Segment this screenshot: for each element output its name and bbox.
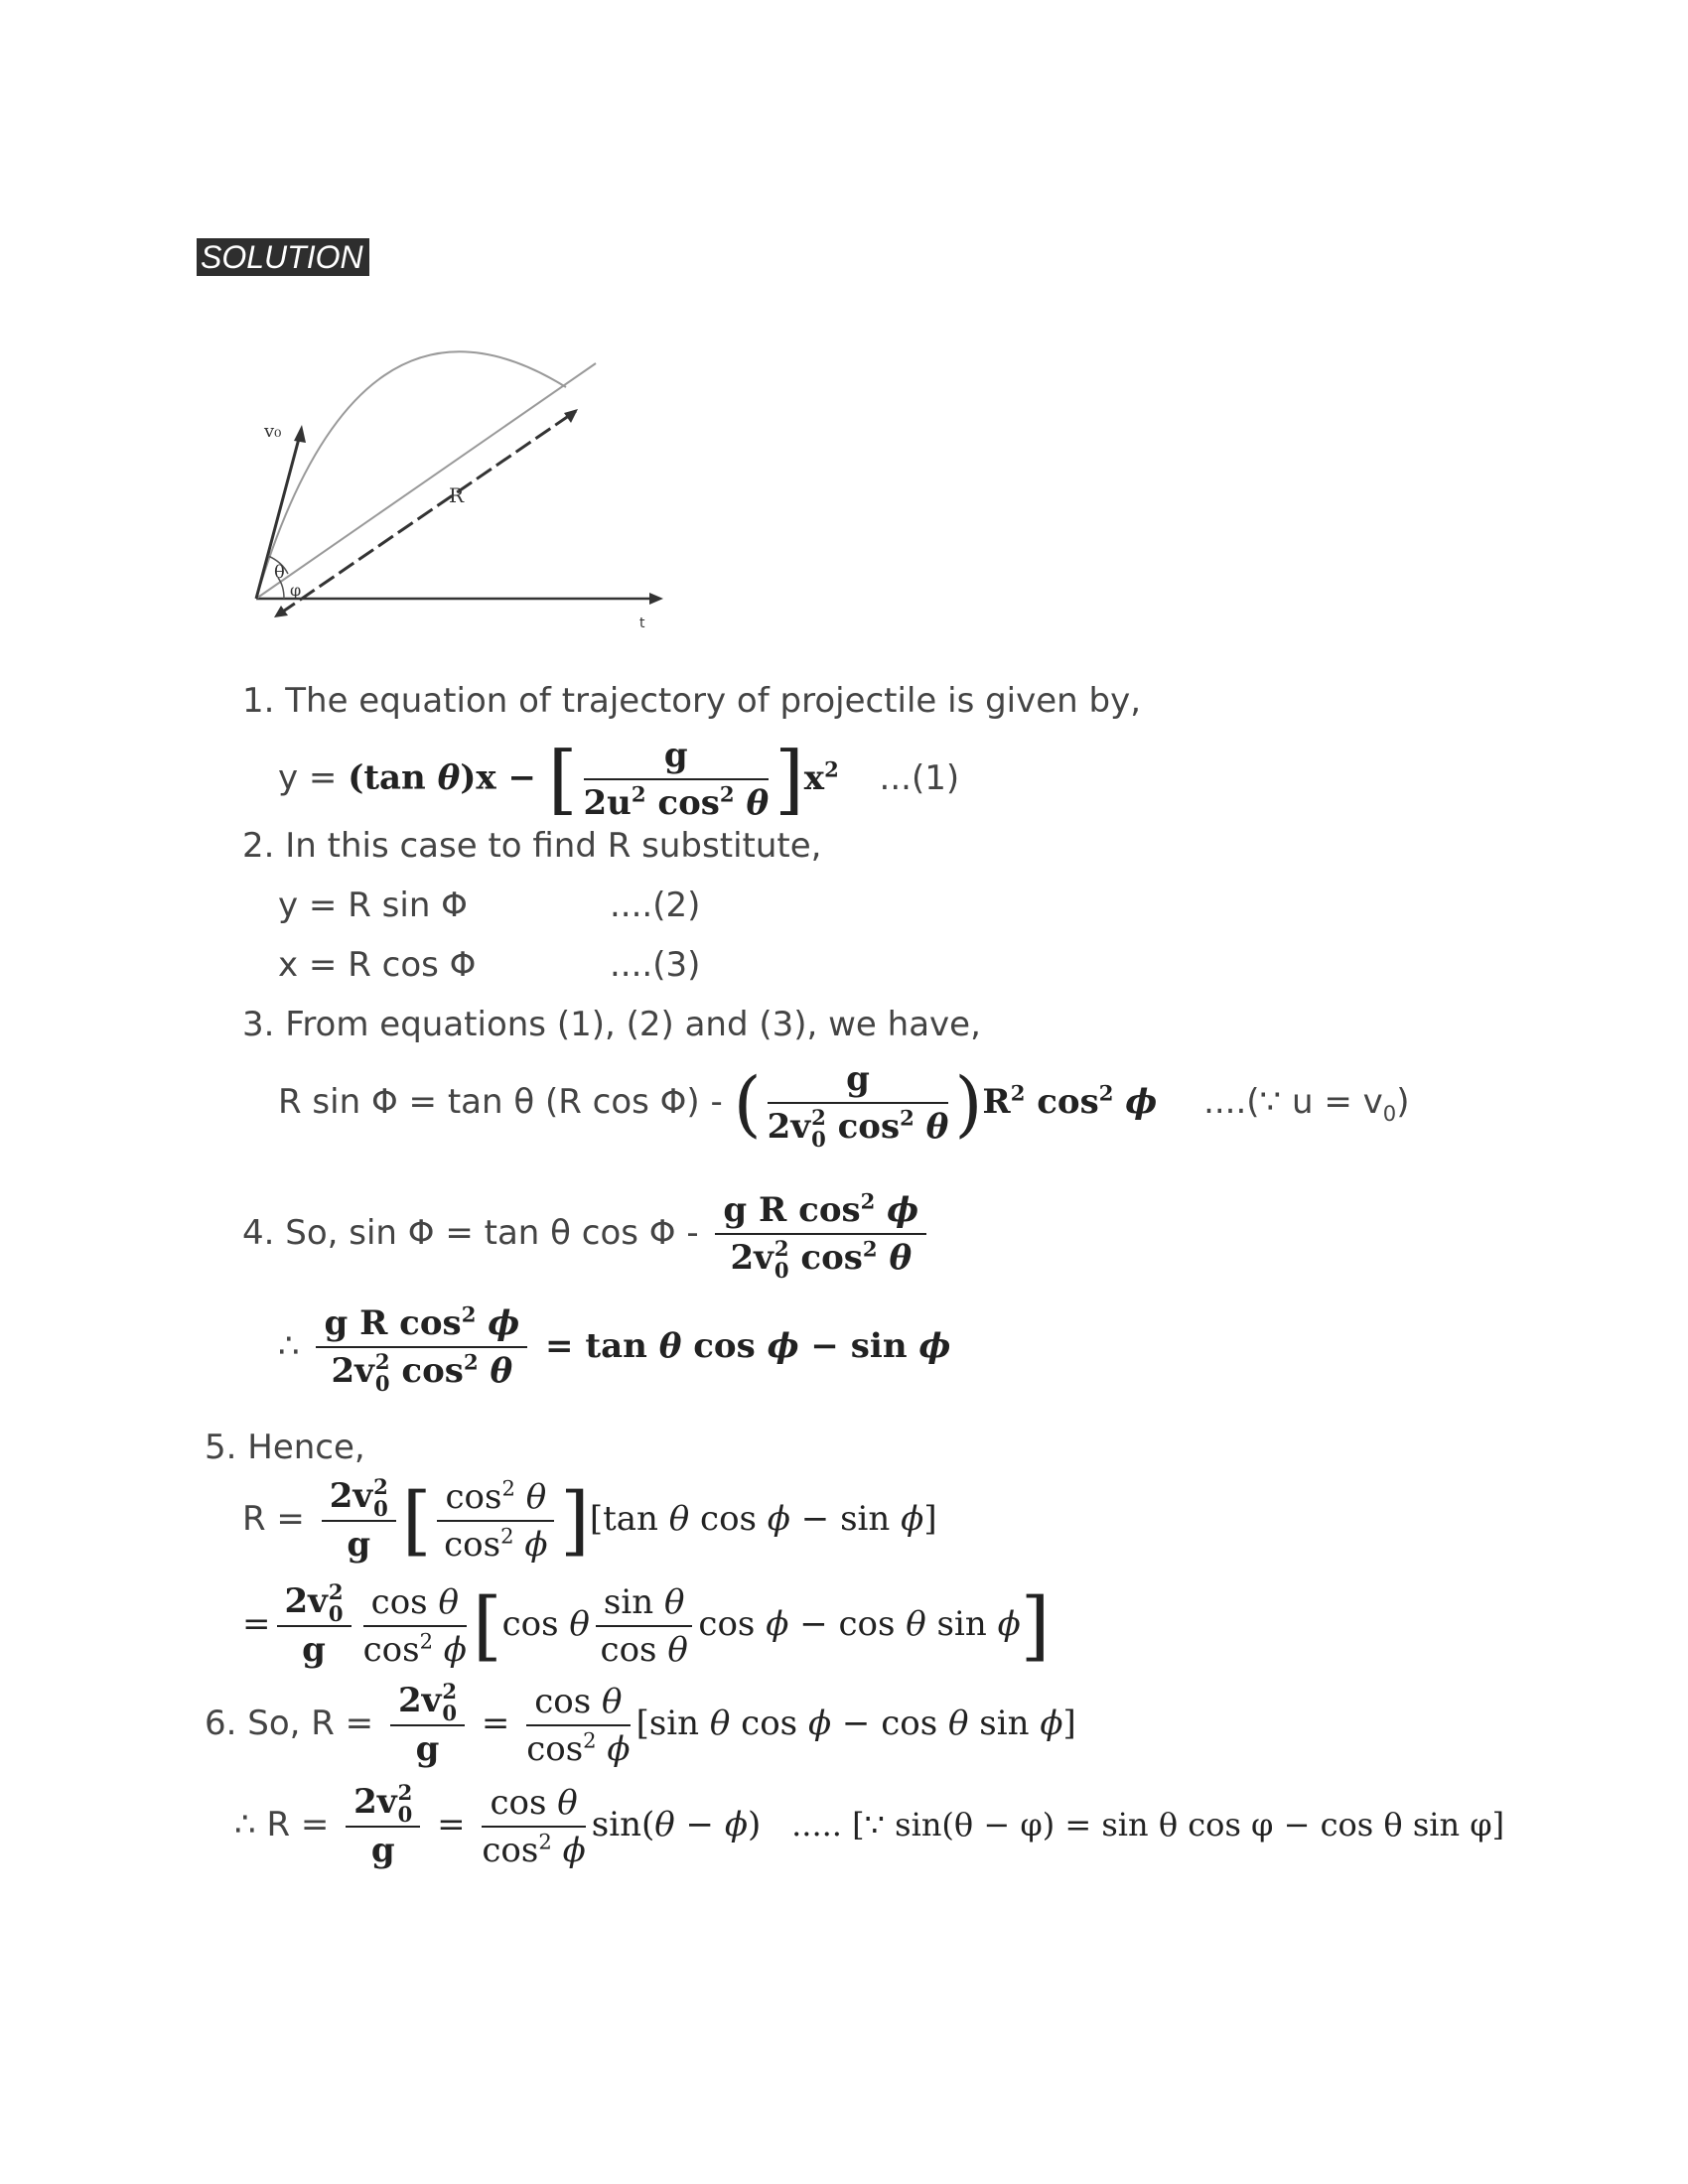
eq8-frac-c-den: cos θ (600, 1629, 688, 1670)
eq8-frac-b (363, 1579, 467, 1673)
eq8-equals: = (242, 1604, 271, 1644)
incline-line (256, 363, 596, 599)
trajectory-curve (256, 351, 566, 599)
equation-6 (278, 1300, 950, 1410)
step-4-text: 4. So, sin Φ = tan θ cos Φ - (242, 1213, 710, 1253)
axis-t-label: t (639, 615, 645, 631)
eq5-den: 2v 2 0 $\cos^2 \theta$ (730, 1236, 913, 1283)
eq10-equals: = (426, 1805, 477, 1844)
step-2-text: 2. In this case to find R substitute, (242, 826, 822, 866)
eq6-fraction (316, 1300, 527, 1395)
eq7-lhs: R = (242, 1499, 316, 1539)
step-3-text: 3. From equations (1), (2) and (3), we have, (242, 1005, 981, 1044)
ground-axis-arrow (649, 593, 663, 605)
eq7-frac-a-den: g (347, 1525, 371, 1565)
eq4-paren-close: ) (954, 1061, 983, 1146)
equation-9 (205, 1678, 1076, 1787)
eq10-frac-b-num: cos θ (482, 1780, 585, 1828)
eq4-ref: ....(∵ $u = v_0$) (1203, 1082, 1410, 1126)
equation-3-ref: ....(3) (610, 945, 701, 985)
eq4-lhs: R sin Φ = tan θ (R cos Φ) - (278, 1082, 734, 1122)
equation-2-ref: ....(2) (610, 886, 701, 925)
eq8-frac-c-num: sin θ (596, 1579, 693, 1627)
eq10-frac-a (346, 1779, 420, 1873)
eq7-frac-b-den: $\cos^2 \phi$ (444, 1523, 548, 1565)
eq7-bracket-open: [ (401, 1475, 432, 1565)
equation-10 (234, 1779, 1504, 1888)
eq9-frac-a (390, 1678, 465, 1772)
eq4-num: g (768, 1056, 949, 1104)
eq10-ref: ..... [∵ sin(θ − φ) = sin θ cos φ − cos θ sin φ] (791, 1806, 1505, 1843)
eq1-tan-term: (tan θ)x − (348, 757, 548, 798)
eq8-frac-b-den: $\cos^2 \phi$ (362, 1628, 467, 1670)
equation-3: x = R cos Φ (278, 945, 477, 985)
eq8-frac-b-num: cos θ (363, 1579, 467, 1627)
eq4-fraction (768, 1056, 949, 1151)
eq6-den: 2v 2 0 $\cos^2 \theta$ (331, 1349, 513, 1396)
equation-8 (242, 1578, 1050, 1688)
eq1-fraction (584, 733, 770, 826)
eq1-num: g (584, 733, 770, 780)
eq1-bracket-close: ] (774, 735, 804, 823)
step-5-text: 5. Hence, (205, 1428, 365, 1467)
eq5-fraction (715, 1187, 926, 1282)
eq1-bracket-open: [ (547, 735, 578, 823)
eq8-frac-a (277, 1578, 352, 1673)
eq9-frac-a-den: g (415, 1729, 440, 1769)
eq4-paren-open: ( (733, 1061, 762, 1146)
eq7-frac-a (322, 1473, 396, 1568)
eq10-frac-a-num: 2v 2 0 (346, 1779, 420, 1828)
eq8-tail: cos ϕ − cos θ sin ϕ (698, 1604, 1021, 1644)
projectile-diagram-svg (238, 318, 675, 645)
eq7-bracket-close: ] (560, 1475, 590, 1565)
eq6-num: g R $\cos^2 \phi$ (316, 1300, 527, 1348)
solution-heading: SOLUTION (197, 238, 369, 276)
eq7-frac-b-num: $\cos^2 \theta$ (437, 1474, 554, 1522)
eq7-frac-b (437, 1474, 554, 1568)
eq1-lhs: y = (278, 757, 349, 798)
eq9-frac-b-num: cos θ (526, 1679, 630, 1726)
equation-4 (278, 1056, 1409, 1175)
v0-arrow-head (294, 425, 306, 443)
eq8-frac-c (596, 1579, 693, 1673)
step-1-text: 1. The equation of trajectory of projectile is given by, (242, 681, 1142, 721)
eq10-frac-a-den: g (370, 1831, 395, 1870)
eq1-den: $2u^2$ $\cos^2 \theta$ (583, 781, 770, 823)
range-label: R (449, 483, 465, 507)
phi-label: φ (290, 581, 302, 600)
eq10-frac-b-den: $\cos^2 \phi$ (482, 1829, 586, 1870)
step-6-text: 6. So, R = (205, 1704, 384, 1743)
eq8-bracket-open: [ (472, 1580, 502, 1670)
eq6-therefore: ∴ (278, 1326, 300, 1366)
eq5-num: g R $\cos^2 \phi$ (715, 1187, 926, 1235)
eq8-cos-theta: cos θ (501, 1604, 590, 1644)
eq7-frac-a-num: 2v 2 0 (322, 1473, 396, 1522)
eq10-sin: sin(θ − ϕ) (591, 1805, 762, 1844)
equation-1 (278, 733, 959, 826)
equation-2: y = R sin Φ (278, 886, 468, 925)
eq10-frac-b (482, 1780, 585, 1873)
eq1-x2: $x^2$ (803, 756, 839, 798)
equation-5 (242, 1187, 932, 1297)
eq9-frac-b-den: $\cos^2 \phi$ (526, 1727, 631, 1769)
eq9-equals: = (471, 1704, 521, 1743)
eq7-tail: [tan θ cos ϕ − sin ϕ] (589, 1499, 937, 1539)
projectile-diagram (238, 318, 675, 645)
eq8-frac-a-num: 2v 2 0 (277, 1578, 352, 1627)
eq10-lhs: ∴ R = (234, 1805, 341, 1844)
equation-7 (242, 1473, 937, 1582)
eq9-tail: [sin θ cos ϕ − cos θ sin ϕ] (635, 1704, 1076, 1743)
eq4-den: 2v 2 0 $\cos^2 \theta$ (767, 1105, 949, 1152)
eq8-bracket-close: ] (1020, 1580, 1051, 1670)
v0-label: v₀ (264, 421, 282, 442)
eq6-rhs: = tan θ cos ϕ − sin ϕ (533, 1326, 951, 1366)
eq9-frac-b (526, 1679, 630, 1772)
eq4-tail: $R^2$ $\cos^2 \phi$ (982, 1080, 1158, 1122)
eq9-frac-a-num: 2v 2 0 (390, 1678, 465, 1726)
eq8-frac-a-den: g (302, 1630, 326, 1670)
eq1-ref: ...(1) (879, 757, 960, 798)
range-arrow-tail (274, 606, 288, 617)
theta-label: θ (274, 562, 285, 583)
